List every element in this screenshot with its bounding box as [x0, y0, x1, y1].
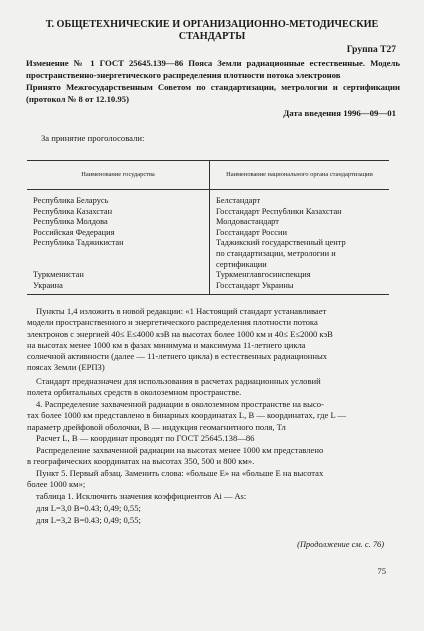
state-name: Туркменистан	[33, 270, 84, 280]
state-name: Республика Молдова	[33, 217, 108, 227]
section-title: Т. ОБЩЕТЕХНИЧЕСКИЕ И ОРГАНИЗАЦИОННО-МЕТОДИЧЕСКИЕ СТАНДАРТЫ	[45, 19, 379, 42]
table-header-body: Наименование национального органа стандартизации	[210, 161, 390, 190]
state-name: Российская Федерация	[33, 227, 115, 237]
state-name: Республика Беларусь	[33, 196, 109, 205]
amendment-title: Изменение № 1 ГОСТ 25645.139—86 Пояса Земли радиационные естественные. Модель пространственно-энергетического распределения плотности потока электронов	[26, 58, 400, 80]
standards-body: сертификации	[216, 259, 267, 269]
state-name: Украина	[33, 280, 63, 290]
paragraph-purpose: Стандарт предназначен для использования в расчетах радиационных условий полета орбитальных средств в околоземном пространстве.	[27, 376, 321, 398]
table-row	[27, 190, 389, 295]
standards-body: Белстандарт	[216, 196, 261, 205]
accepted-by: Принято Межгосударственным Советом по стандартизации, метрологии и сертификации (протокол № 8 от 12.10.95)	[26, 82, 400, 104]
group-code: Группа Т27	[346, 45, 396, 55]
paragraph-item-4: 4. Распределение захваченной радиации в околоземном пространстве на высо- тах более 1000 км представлено в бинарных координатах L, B — координатах, где L — параметр дрейфовой оболочки, B — индукция геомагнитного поля, Тл	[27, 399, 347, 432]
continued-note: (Продолжение см. с. 76)	[297, 540, 384, 549]
paragraph-calculation: Расчет L, B — координат проводят по ГОСТ 25645.138—86	[36, 433, 255, 443]
paragraph-items-1-4: Пункты 1,4 изложить в новой редакции: «1 Настоящий стандарт устанавливает модели пространственного и энергетического распределения плотности потока электронов с энергией 40≤ E≤4000 кэВ на высотах более 1000 км и 40≤ E≤2000 кэВ на высотах менее 1000 км в фазах минимума и максимума 11-летнего цикла солнечной активности (далее — 11-летнего цикла) в естественных радиационных поясах Земли (ЕРПЗ)	[27, 306, 333, 373]
table-header-row	[27, 161, 389, 190]
standards-body: Таджикский государственный центр	[216, 238, 346, 248]
voting-table	[27, 160, 389, 295]
page-number: 75	[377, 566, 386, 576]
paragraph-l30: для L=3,0 B=0.43; 0,49; 0,55;	[36, 503, 141, 513]
voted-for-label: За принятие проголосовали:	[41, 133, 145, 143]
table-header-state: Наименование государства	[27, 161, 210, 190]
standards-body: Госстандарт России	[216, 227, 287, 237]
state-name: Республика Казахстан	[33, 206, 113, 216]
introduction-date: Дата введения 1996—09—01	[283, 108, 396, 118]
standards-body: Госстандарт Украины	[216, 280, 294, 290]
standards-body: по стандартизации, метрологии и	[216, 248, 336, 258]
paragraph-item-5: Пункт 5. Первый абзац. Заменить слова: «больше E» на «больше E на высотах более 1000 км»;	[27, 468, 324, 490]
state-name: Республика Таджикистан	[33, 238, 124, 248]
standards-body: Молдовастандарт	[216, 217, 279, 227]
standards-body: Госстандарт Республики Казахстан	[216, 206, 342, 216]
paragraph-table-1: таблица 1. Исключить значения коэффициентов Ai — As:	[36, 491, 247, 501]
standards-body: Туркменглавгосинспекция	[216, 270, 311, 280]
paragraph-l32: для L=3,2 B=0.43; 0,49; 0,55;	[36, 515, 141, 525]
paragraph-distribution: Распределение захваченной радиации на высотах менее 1000 км представлено в географических координатах на высотах 350, 500 и 800 км».	[27, 445, 324, 467]
